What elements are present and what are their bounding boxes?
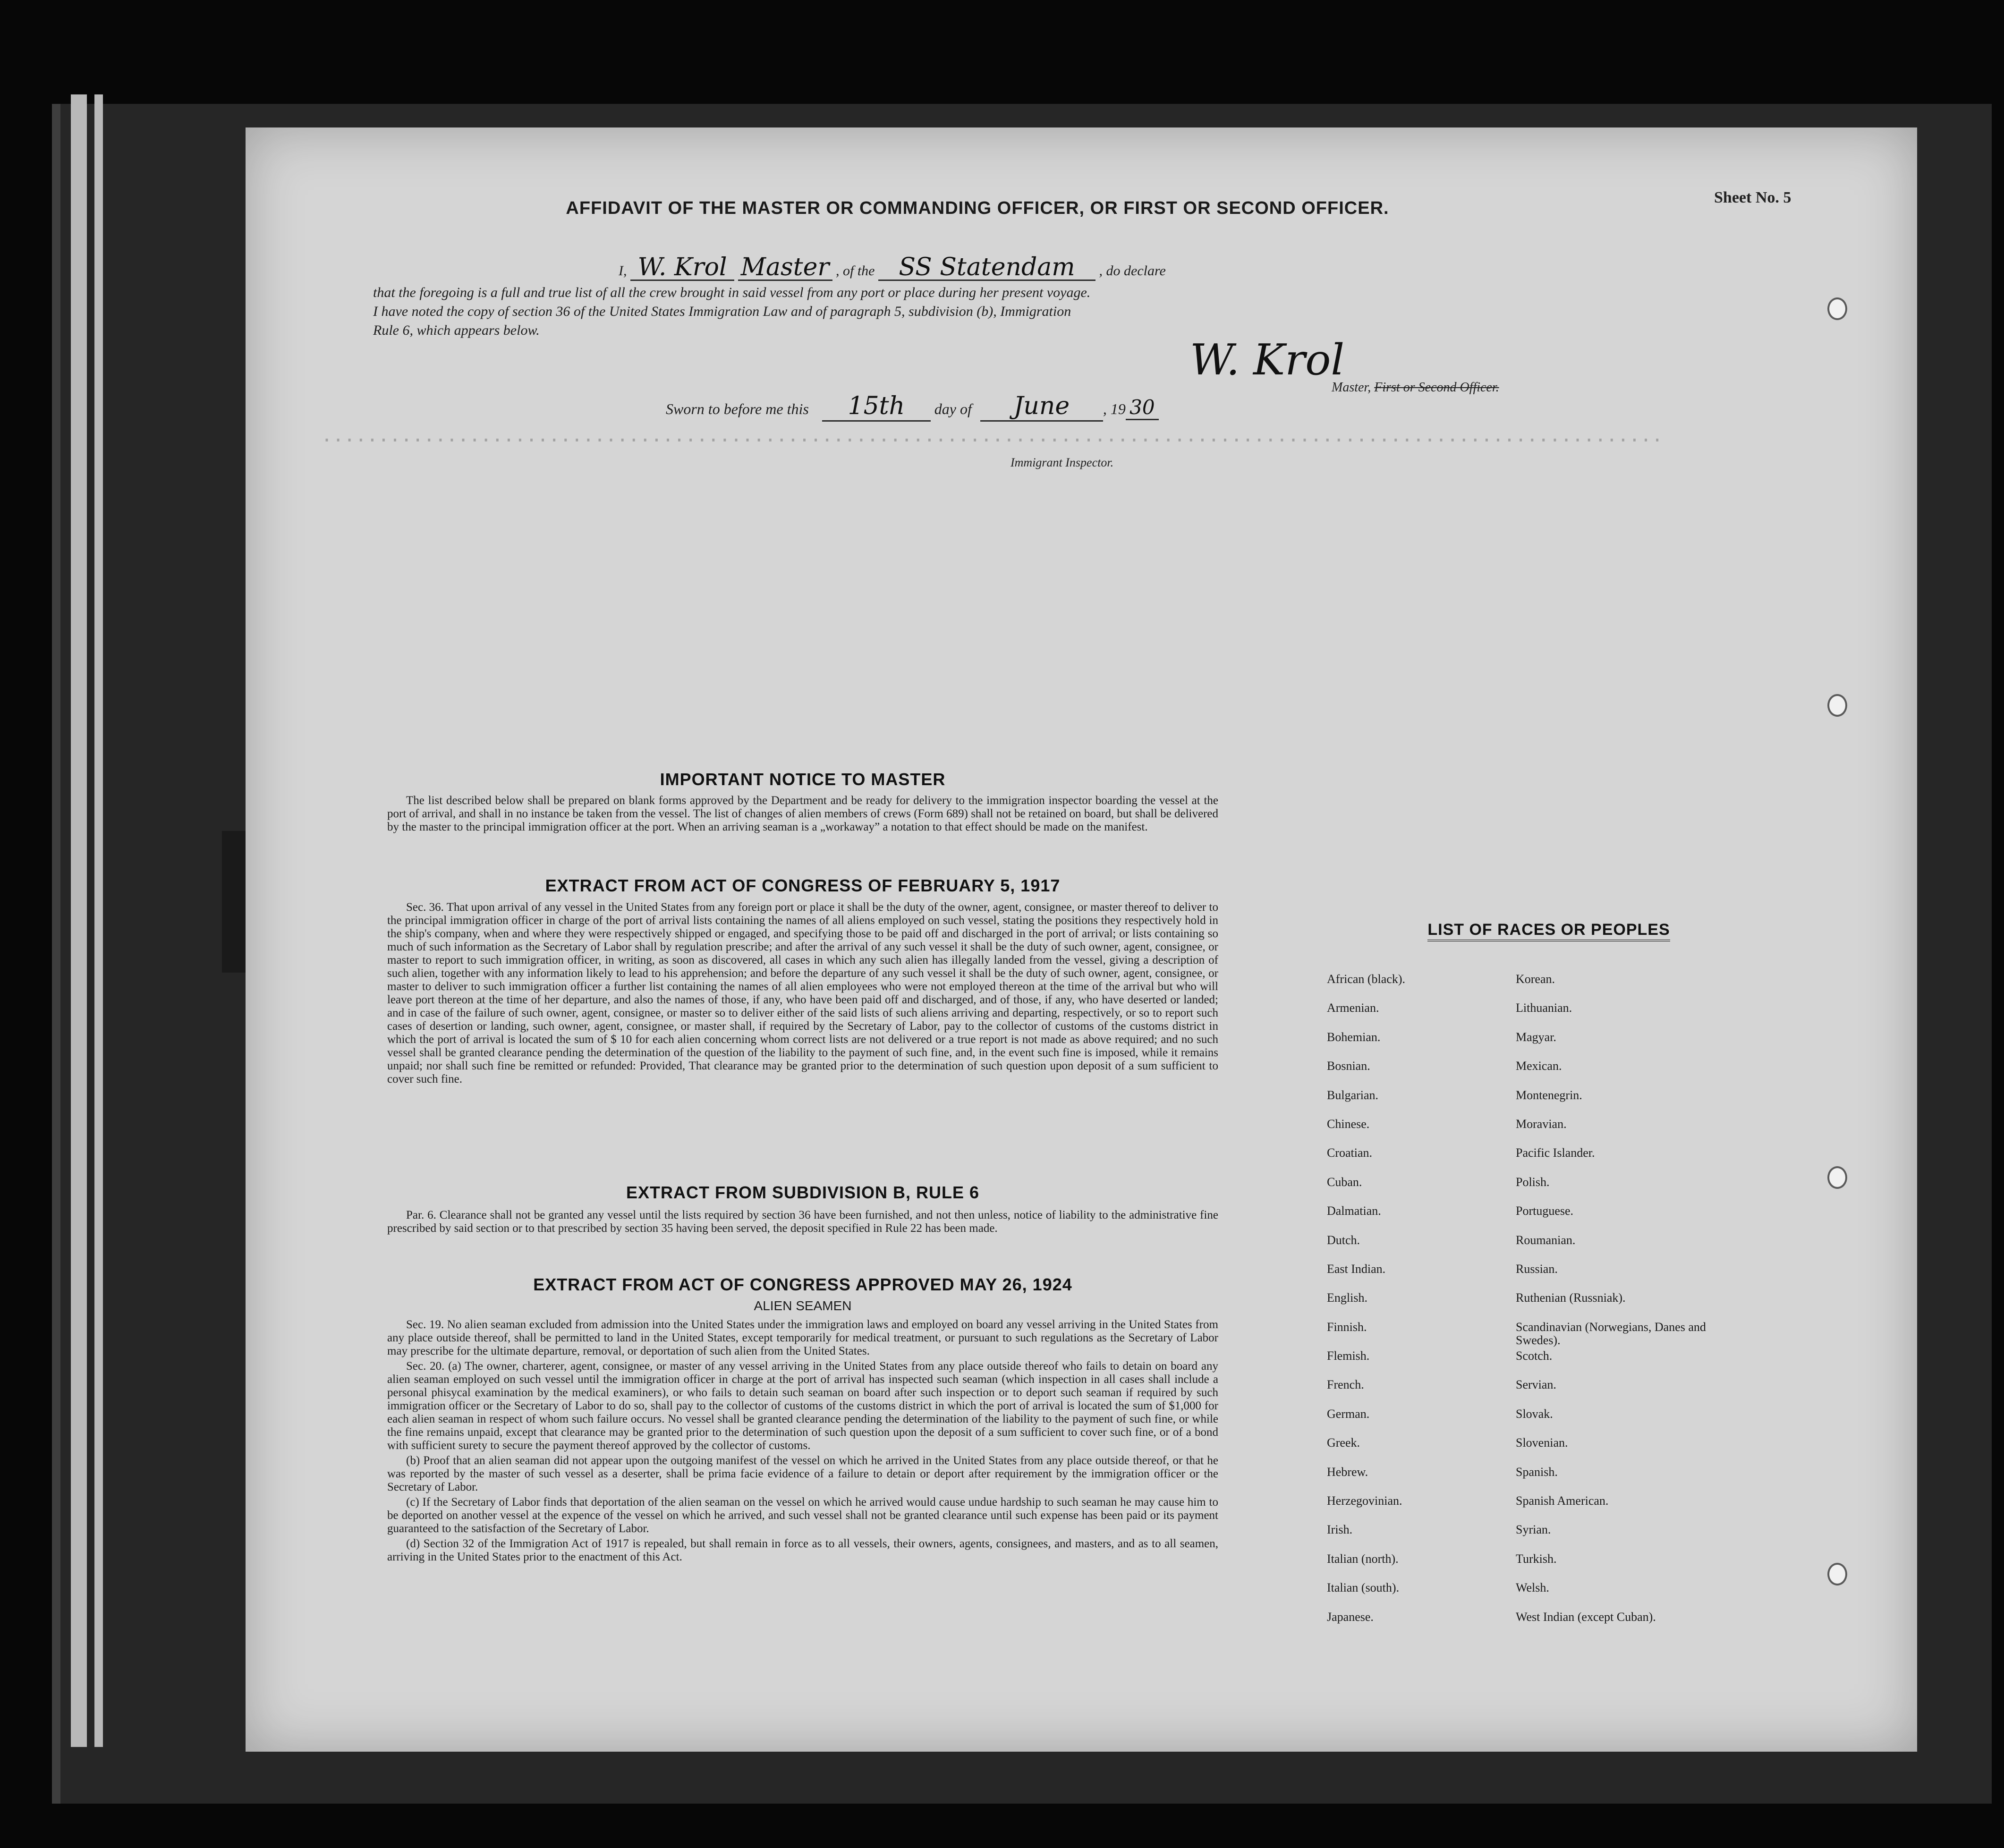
race-item: Spanish American.: [1516, 1494, 1609, 1508]
race-item: Bulgarian.: [1327, 1088, 1379, 1102]
race-item: Korean.: [1516, 972, 1555, 986]
race-item: Russian.: [1516, 1262, 1558, 1276]
race-item: West Indian (except Cuban).: [1516, 1610, 1656, 1624]
race-item: Dutch.: [1327, 1233, 1360, 1247]
binder-strip: [94, 94, 103, 1747]
punch-hole: [1827, 297, 1847, 320]
race-item: Croatian.: [1327, 1146, 1373, 1160]
race-item: French.: [1327, 1378, 1364, 1392]
extract-1924-paragraph: (b) Proof that an alien seaman did not appear upon the outgoing manifest of the vessel on which he arrived in the United States from any place outside thereof, or that he was reported by the master of such vessel as a deserter, shall be prima facie evidence of a failure to detain or deport after requirement by the immigration officer or the Secretary of Labor.: [387, 1454, 1218, 1493]
sworn-month: June: [980, 392, 1103, 422]
race-item: Turkish.: [1516, 1551, 1557, 1566]
race-item: Slovak.: [1516, 1407, 1553, 1421]
race-item: Portuguese.: [1516, 1204, 1574, 1218]
affidavit-title: AFFIDAVIT OF THE MASTER OR COMMANDING OFFICER, OR FIRST OR SECOND OFFICER.: [566, 198, 1389, 218]
punch-hole: [1827, 694, 1847, 717]
sworn-year-prefix: , 19: [1103, 400, 1126, 417]
punch-hole: [1827, 1563, 1847, 1585]
signature-caption: [1332, 380, 1499, 395]
races-list-title: [1384, 921, 1714, 939]
punch-hole: [1827, 1166, 1847, 1189]
sworn-text: Sworn to before me this: [666, 400, 809, 417]
extract-rule6-title: EXTRACT FROM SUBDIVISION B, RULE 6: [626, 1183, 980, 1202]
race-item: Scotch.: [1516, 1349, 1553, 1363]
extract-1924-title: EXTRACT FROM ACT OF CONGRESS APPROVED MAY 26, 1924: [533, 1275, 1072, 1294]
race-item: Montenegrin.: [1516, 1088, 1582, 1102]
extract-1924-text: [387, 1318, 1218, 1566]
affidavit-line-4: Rule 6, which appears below.: [373, 322, 540, 338]
race-item: English.: [1327, 1291, 1367, 1305]
signature-caption-struck: First or Second Officer.: [1374, 380, 1499, 395]
race-item: Italian (south).: [1327, 1581, 1400, 1595]
sworn-day-of: day of: [934, 400, 972, 417]
race-item: Japanese.: [1327, 1610, 1374, 1624]
race-item: East Indian.: [1327, 1262, 1386, 1276]
extract-1924-paragraph: Sec. 19. No alien seaman excluded from admission into the United States under the immigration laws and employed on board any vessel arriving in the United States from any place outside thereof, shall be permitted to land in the United States, except temporarily for medical treatment, or pursuant to such regulations as the Secretary of Labor may prescribe for the ultimate departure, removal, or deportation of such alien from the United States.: [387, 1318, 1218, 1357]
extract-rule6-text: [387, 1209, 1218, 1237]
extract-1917-text: [387, 901, 1218, 1088]
race-item: Flemish.: [1327, 1349, 1370, 1363]
affidavit-line-3: I have noted the copy of section 36 of the United States Immigration Law and of paragraph 5, subdivision (b), Immigration: [373, 304, 1071, 319]
extract-1924-paragraph: (c) If the Secretary of Labor finds that deportation of the alien seaman on the vessel on which he arrived would cause undue hardship to such seaman he may cause him to be deported on another vessel at the expence of the vessel on which he arrived, and such vessel shall not be granted clearance until such expense has been paid or its payment guaranteed to the satisfaction of the Secretary of Labor.: [387, 1496, 1218, 1535]
affidavit-of-the: , of the: [836, 263, 875, 279]
race-item: German.: [1327, 1407, 1370, 1421]
race-item: Irish.: [1327, 1523, 1353, 1537]
master-name: W. Krol: [630, 255, 734, 281]
race-item: Mexican.: [1516, 1059, 1562, 1073]
race-item: Lithuanian.: [1516, 1001, 1572, 1015]
sworn-line: [666, 392, 1159, 422]
race-item: Hebrew.: [1327, 1465, 1368, 1479]
immigrant-inspector-label: Immigrant Inspector.: [1010, 456, 1114, 469]
race-item: Welsh.: [1516, 1581, 1549, 1595]
sheet-number: Sheet No. 5: [1714, 189, 1792, 206]
extract-1924-subtitle: ALIEN SEAMEN: [754, 1298, 852, 1313]
affidavit-line-2: that the foregoing is a full and true list of all the crew brought in said vessel from any port or place during her present voyage.: [373, 285, 1091, 300]
race-item: Syrian.: [1516, 1523, 1551, 1537]
race-item: Moravian.: [1516, 1117, 1567, 1131]
binder-strip: [71, 94, 87, 1747]
races-right-column: [1516, 973, 1714, 1639]
affidavit-text: [619, 255, 1752, 283]
manifest-sheet: [246, 127, 1917, 1752]
affidavit-declare: , do declare: [1099, 263, 1166, 279]
extract-1917-paragraph: Sec. 36. That upon arrival of any vessel in the United States from any foreign port or place it shall be the duty of the owner, agent, consignee, or master thereof to deliver to the principal immigration officer in charge of the port of arrival lists containing the names of all aliens employed on such vessel, stating the positions they respectively hold in the ship's company, when and where they were respectively shipped or engaged, and specifying those to be paid off and discharged in the port of arrival; or lists containing so much of such information as the Secretary of Labor shall by regulation prescribe; and after the arrival of any such vessel it shall be the duty of such owner, agent, consignee, or master to report to such immigration officer, in writing, as soon as discovered, all cases in which any such alien has illegally landed from the vessel, giving a description of such alien, together with any information likely to lead to his apprehension; and before the departure of any such vessel it shall be the duty of such owner, agent, consignee, or master to deliver to such immigration officer a further list containing the names of all alien employees who were not employed thereon at the time of the arrival but who will leave port thereon at the time of her departure, and also the names of those, if any, who have been paid off and discharged, and of those, if any, who have deserted or landed; and in case of the failure of such owner, agent, consignee, or master so to deliver either of the said lists of such aliens arriving and departing, respectively, or so to report such cases of desertion or landing, such owner, agent, consignee, or master shall, if required by the Secretary of Labor, pay to the collector of customs of the customs district in which the port of arrival is located the sum of $ 10 for each alien concerning whom correct lists are not delivered or a true report is not made as above required; and no such vessel shall be granted clearance pending the determination of the question of the liability to the payment of such fine, and, in the event such fine is imposed, while it remains unpaid; nor shall such fine be remitted or refunded: Provided, That clearance may be granted prior to the determination of such question upon deposit of a sum sufficient to cover such fine.: [387, 901, 1218, 1085]
race-item: Spanish.: [1516, 1465, 1558, 1479]
master-rank: Master: [738, 255, 832, 281]
race-item: Armenian.: [1327, 1001, 1379, 1015]
race-item: Magyar.: [1516, 1030, 1556, 1044]
race-item: Bohemian.: [1327, 1030, 1381, 1044]
notice-text: [387, 794, 1218, 836]
race-item: Chinese.: [1327, 1117, 1370, 1131]
sworn-day: 15th: [822, 392, 931, 422]
vessel-name: SS Statendam: [878, 255, 1095, 281]
affidavit-body: [373, 283, 1771, 340]
race-item: Polish.: [1516, 1175, 1550, 1189]
race-item: Slovenian.: [1516, 1436, 1568, 1450]
race-item: Greek.: [1327, 1436, 1360, 1450]
race-item: Italian (north).: [1327, 1551, 1399, 1566]
extract-1924-paragraph: Sec. 20. (a) The owner, charterer, agent, consignee, or master of any vessel arriving in the United States from any place outside thereof who fails to detain on board any alien seaman employed on such vessel until the immigration officer in charge at the port of arrival has inspected such seaman (which inspection in all cases shall include a personal phisycal examination by the medical examiners), or who fails to detain such seaman on board after such inspection or to deport such seaman if required by such immigration officer or the Secretary of Labor to do so, shall pay to the collector of customs of the customs district in which the port of arrival is located the sum of $1,000 for each alien seaman in respect of whom such failure occurs. No vessel shall be granted clearance pending the determination of the liability to the payment of such fine, or while the fine remains unpaid, except that clearance may be granted prior to the determination of such question upon the deposit of a sum sufficient to cover such fine, or of a bond with sufficient surety to secure the payment thereof approved by the collector of customs.: [387, 1360, 1218, 1452]
race-item: Herzegovinian.: [1327, 1494, 1402, 1508]
race-item: Scandinavian (Norwegians, Danes and Swedes).: [1516, 1320, 1706, 1347]
race-item: Dalmatian.: [1327, 1204, 1381, 1218]
signature-caption-master: Master,: [1332, 380, 1371, 395]
bleed-through-text: ......................................................................................................................: [321, 424, 1663, 446]
race-item: Cuban.: [1327, 1175, 1362, 1189]
extract-1924-paragraph: (d) Section 32 of the Immigration Act of 1917 is repealed, but shall remain in force as to all vessels, their owners, agents, consignees, and masters, and as to all seamen, arriving in the United States prior to the enactment of this Act.: [387, 1537, 1218, 1563]
sworn-year: 30: [1126, 396, 1159, 420]
race-item: Pacific Islander.: [1516, 1146, 1595, 1160]
races-title-text: LIST OF RACES OR PEOPLES: [1427, 921, 1670, 941]
affidavit-i: I,: [619, 263, 627, 279]
extract-rule6-paragraph: Par. 6. Clearance shall not be granted any vessel until the lists required by section 36 have been furnished, and not then unless, notice of liability to the administrative fine prescribed by said section or to that prescribed by section 35 having been served, the deposit specified in Rule 22 has been made.: [387, 1209, 1218, 1235]
race-item: Roumanian.: [1516, 1233, 1576, 1247]
race-item: Bosnian.: [1327, 1059, 1370, 1073]
extract-1917-title: EXTRACT FROM ACT OF CONGRESS OF FEBRUARY 5, 1917: [545, 876, 1061, 895]
race-item: Finnish.: [1327, 1320, 1367, 1334]
race-item: African (black).: [1327, 972, 1406, 986]
race-item: Servian.: [1516, 1378, 1556, 1392]
notice-title: IMPORTANT NOTICE TO MASTER: [660, 770, 946, 789]
master-signature: W. Krol: [1190, 335, 1345, 385]
race-item: Ruthenian (Russniak).: [1516, 1291, 1626, 1305]
notice-paragraph: The list described below shall be prepared on blank forms approved by the Department and be ready for delivery to the immigration inspector boarding the vessel at the port of arrival, and shall in no instance be taken from the vessel. The list of changes of alien members of crews (Form 689) shall not be retained on board, but shall be delivered by the master to the principal immigration officer at the port. When an arriving seaman is a „workaway” a notation to that effect should be made on the manifest.: [387, 794, 1218, 833]
